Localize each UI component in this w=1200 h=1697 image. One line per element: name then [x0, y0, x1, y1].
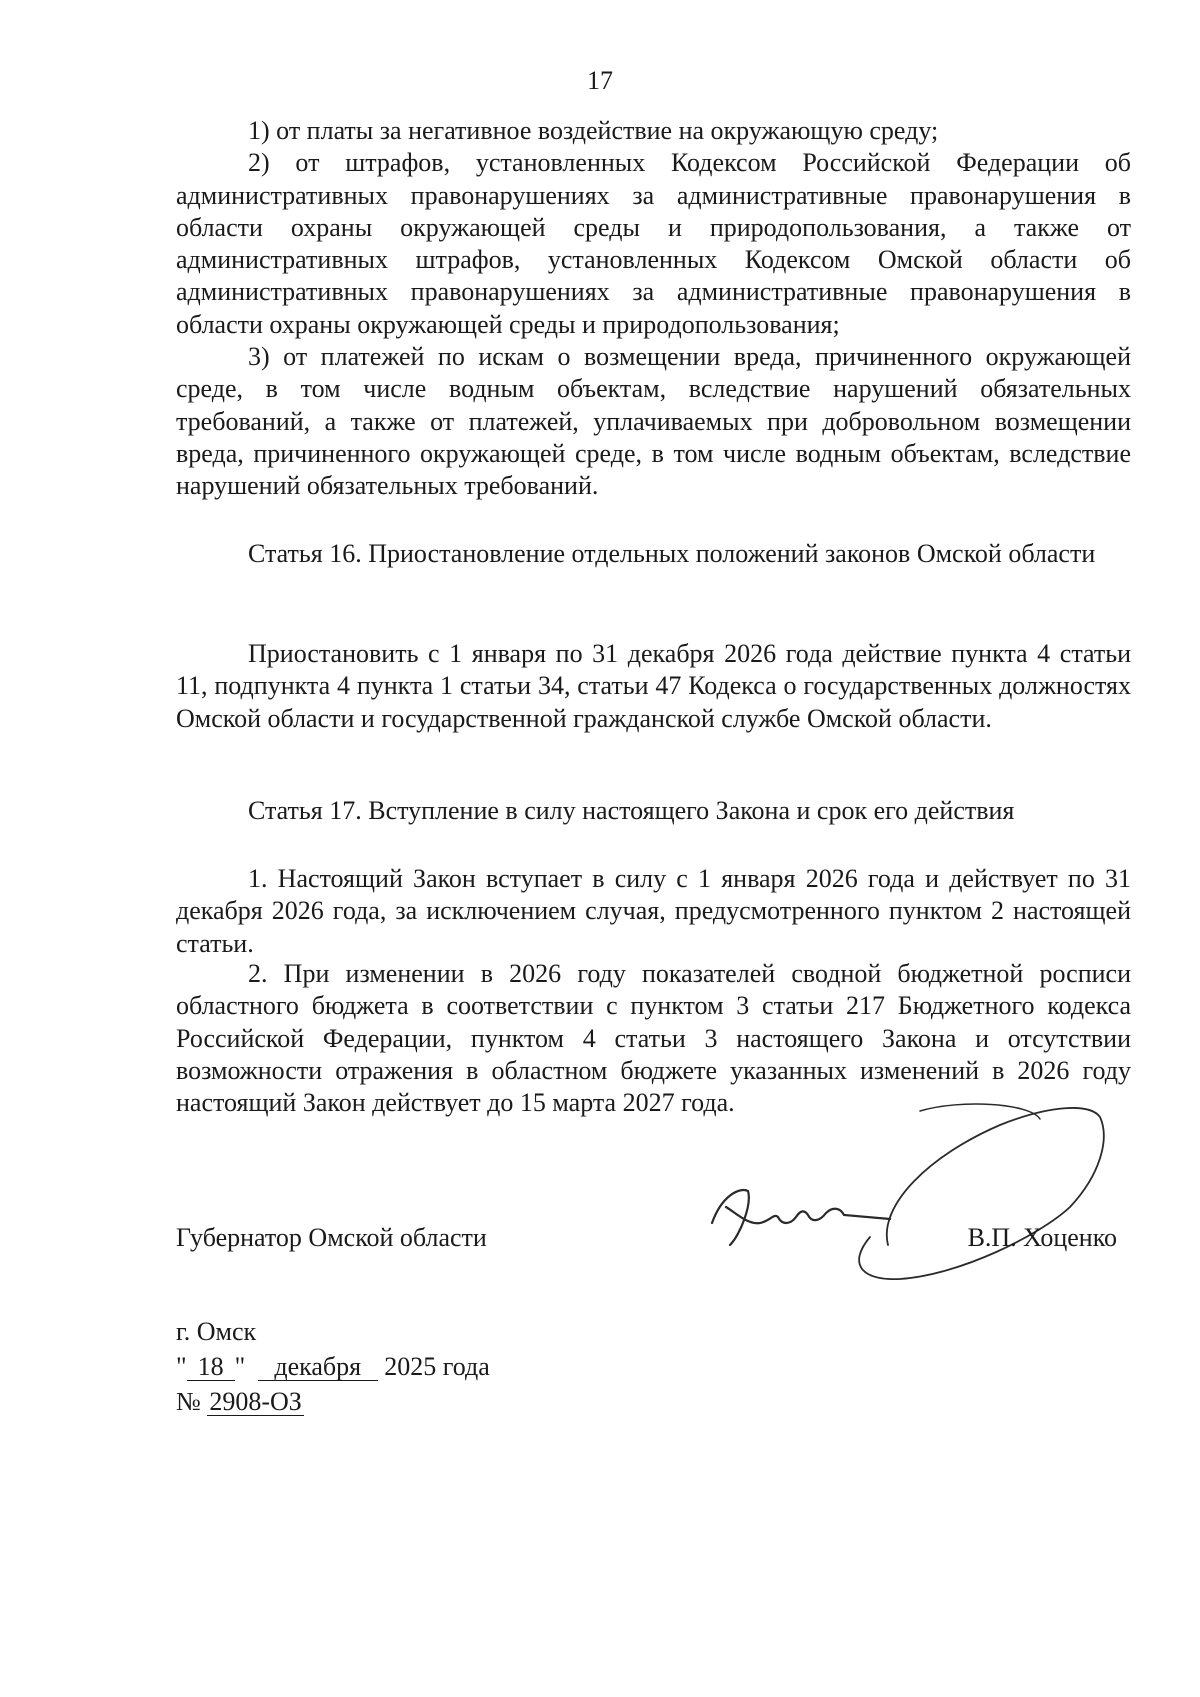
article-17-item-1: 1. Настоящий Закон вступает в силу с 1 января 2026 года и действует по 31 декабря 2026 года, за исключением случая, предусмотренного пунктом 2 настоящей статьи.	[176, 864, 1131, 958]
paragraph-item-2: 2) от штрафов, установленных Кодексом Российской Федерации об административных правонарушениях за административные правонарушения в области охраны окружающей среды и природопользования, а также от административных штрафов, установленных Кодексом Омской области об административных правонарушениях за административные правонарушения в области охраны окружающей среды и природопользования;	[176, 148, 1131, 339]
article-16-body	[176, 638, 1131, 735]
page-number: 17	[587, 66, 613, 95]
article-16-title: Статья 16. Приостановление отдельных положений законов Омской области	[248, 539, 1096, 568]
article-17-item-2: 2. При изменении в 2026 году показателей сводной бюджетной росписи областного бюджета в соответствии с пунктом 3 статьи 217 Бюджетного кодекса Российской Федерации, пунктом 4 статьи 3 настоящего Закона и отсутствии возможности отражения в областном бюджете указанных изменений в 2026 году настоящий Закон действует до 15 марта 2027 года.	[176, 959, 1131, 1118]
paragraph-item-3: 3) от платежей по искам о возмещении вреда, причиненного окружающей среде, в том числе водным объектам, вследствие нарушений обязательных требований, а также от платежей, уплачиваемых при добровольном возмещении вреда, причиненного окружающей среде, в том числе водным объектам, вследствие нарушений обязательных требований.	[176, 342, 1131, 501]
date-year: 2025 года	[384, 1352, 490, 1381]
date-day: 18	[187, 1354, 235, 1381]
document-footer	[176, 1314, 490, 1419]
article-17-heading-block	[176, 795, 1131, 827]
paragraph-item-1: 1) от платы за негативное воздействие на окружающую среду;	[248, 116, 939, 145]
city-line: г. Омск	[176, 1317, 257, 1346]
article-16-text: Приостановить с 1 января по 31 декабря 2026 года действие пункта 4 статьи 11, подпункта 4 пункта 1 статьи 34, статьи 47 Кодекса о государственных должностях Омской области и государственной гражданской службе Омской области.	[176, 639, 1131, 733]
list-paragraphs	[176, 115, 1131, 503]
signatory-name: В.П. Хоценко	[967, 1223, 1117, 1252]
date-line	[176, 1349, 490, 1384]
law-number: 2908-ОЗ	[209, 1387, 302, 1416]
article-17-body-1	[176, 863, 1131, 960]
article-16-heading-block	[176, 538, 1131, 570]
article-17-title: Статья 17. Вступление в силу настоящего Закона и срок его действия	[248, 796, 1015, 825]
date-month: декабря	[258, 1354, 378, 1381]
signatory-position: Губернатор Омской области	[176, 1223, 487, 1252]
handwritten-signature	[700, 1095, 1140, 1295]
date-quote-close: "	[234, 1352, 246, 1381]
number-sign: №	[176, 1387, 201, 1416]
date-quote-open: "	[176, 1352, 187, 1381]
signature-row	[176, 1222, 1131, 1262]
law-number-line	[176, 1384, 490, 1419]
